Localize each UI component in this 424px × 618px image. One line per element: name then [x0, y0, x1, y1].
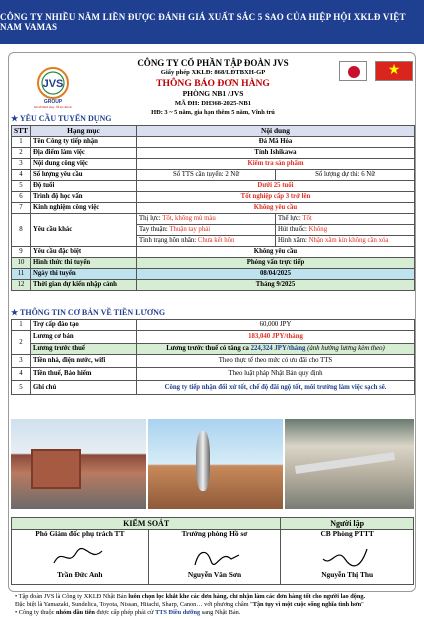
- top-banner: CÔNG TY NHIỀU NĂM LIỀN ĐƯỢC ĐÁNH GIÁ XUẤT SẮC 5 SAO CỦA HIỆP HỘI XKLĐ VIỆT NAM VAMAS: [0, 0, 424, 44]
- vietnam-flag-icon: ★: [375, 61, 413, 81]
- signature-cell: Trưởng phòng Hồ sơ Nguyễn Văn Sơn: [148, 530, 281, 585]
- table-row: 7 Kinh nghiệm công việc Không yêu cầu: [12, 203, 415, 214]
- order-code: MÃ ĐH: DH368-2025-NB1: [174, 99, 252, 107]
- photo-strip: [11, 419, 414, 509]
- table-row: Tình trạng hôn nhân: Chưa kết hôn Hình xăm: Nhận xăm kín không cần xóa: [12, 236, 415, 247]
- japan-flag-icon: [339, 61, 367, 81]
- logo-text: JVS: [42, 78, 64, 90]
- logo-sub: GROUP: [43, 99, 63, 105]
- recruit-table: [11, 125, 415, 291]
- license: Giấy phép XKLĐ: 868/LĐTBXH-GP: [160, 69, 266, 77]
- order-sheet: [8, 52, 416, 617]
- col-stt: STT: [12, 126, 31, 137]
- preparer-header: Người lập: [281, 518, 414, 530]
- table-row: Lương trước thuế Lương trước thuế có tăng ca 224,324 JPY/tháng (ảnh hưởng lương kèm theo): [12, 344, 415, 355]
- page-title: THÔNG BÁO ĐƠN HÀNG: [156, 77, 270, 89]
- building-photo: [148, 419, 283, 509]
- signature-scribble: [50, 545, 110, 569]
- col-item: Hạng mục: [31, 126, 137, 137]
- note-line: • Công ty thuộc nhóm đầu tiên được cấp phép phái cử TTS Điều dưỡng sang Nhật Bản.: [15, 609, 241, 617]
- table-row: 4 Tiền thuế, Bảo hiểm Theo luật pháp Nhật Bản quy định: [12, 368, 415, 381]
- logo-slogan: Kết nối thành công - Hỗ trợ niềm tin: [34, 106, 72, 109]
- table-row: 8 Yêu cầu khác Thị lực: Tốt, không mù màu Thể lực: Tốt: [12, 214, 415, 225]
- control-header: KIỂM SOÁT: [12, 518, 281, 530]
- table-row: 1 Trợ cấp đào tạo 60,000 JPY: [12, 320, 415, 331]
- workplace-photo: [285, 419, 414, 509]
- table-row: 1 Tên Công ty tiếp nhận Đá Mã Hóa: [12, 137, 415, 148]
- col-content: Nội dung: [137, 126, 415, 137]
- table-header: [12, 126, 415, 137]
- department: PHÒNG NB1 /JVS: [182, 88, 244, 98]
- contract-term: HĐ: 3 ~ 5 năm, gia hạn thêm 5 năm, Vĩnh trú: [151, 109, 275, 117]
- table-row: 12 Thời gian dự kiến nhập cảnh Tháng 9/2025: [12, 280, 415, 291]
- note-line: • Tập đoàn JVS là Công ty XKLĐ Nhật Bản luôn chọn lọc khắt khe các đơn hàng, chỉ nhận làm các đơn hàng tốt cho người lao động.: [15, 593, 366, 600]
- company-name: CÔNG TY CỔ PHẦN TẬP ĐOÀN JVS: [137, 58, 289, 68]
- signature-cell: Phó Giám đốc phụ trách TT Trần Đức Anh: [12, 530, 149, 585]
- factory-photo: [11, 419, 146, 509]
- signature-block: [11, 517, 414, 585]
- table-row: 2 Địa điểm làm việc Tỉnh Ishikawa: [12, 148, 415, 159]
- section-salary: ★ THÔNG TIN CƠ BẢN VỀ TIỀN LƯƠNG: [11, 308, 166, 317]
- note-line: Đặc biệt là Yamazaki, Sundelica, Toyota, Nissan, Hitachi, Sharp, Canon… với phương châm "Tận tụy vì một cuộc sống nghĩa tình hơn": [15, 601, 364, 609]
- table-row: 3 Tiền nhà, điện nước, wifi Theo thực tế theo mức có ưu đãi cho TTS: [12, 355, 415, 368]
- doc-header: [69, 57, 357, 117]
- footer-notes: [15, 593, 415, 618]
- table-row: 11 Ngày thi tuyển 08/04/2025: [12, 269, 415, 280]
- signature-cell: CB Phòng PTTT Nguyễn Thị Thu: [281, 530, 414, 585]
- table-row: 3 Nội dung công việc Kiểm tra sản phẩm: [12, 159, 415, 170]
- table-row: 6 Trình độ học vấn Tốt nghiệp cấp 3 trở lên: [12, 192, 415, 203]
- table-row: 9 Yêu cầu đặc biệt Không yêu cầu: [12, 247, 415, 258]
- table-row: 10 Hình thức thi tuyển Phỏng vấn trực tiếp: [12, 258, 415, 269]
- table-row: 5 Ghi chú Công ty tiếp nhận đối xử tốt, chế độ đãi ngộ tốt, môi trường làm việc sạch sẽ.: [12, 381, 415, 395]
- signature-table: [11, 517, 414, 585]
- table-row: 5 Độ tuổi Dưới 25 tuổi: [12, 181, 415, 192]
- signature-scribble: [317, 545, 377, 569]
- table-row: 2 Lương cơ bản 183,040 JPY/tháng: [12, 331, 415, 344]
- table-row: Tay thuận: Thuận tay phải Hút thuốc: Không: [12, 225, 415, 236]
- table-row: 4 Số lượng yêu cầu Số TTS cần tuyển: 2 Nữ Số lượng dự thi: 6 Nữ: [12, 170, 415, 181]
- salary-table: [11, 319, 415, 395]
- section-recruit: ★ YÊU CẦU TUYỂN DỤNG: [11, 114, 112, 123]
- signature-scribble: [185, 545, 245, 569]
